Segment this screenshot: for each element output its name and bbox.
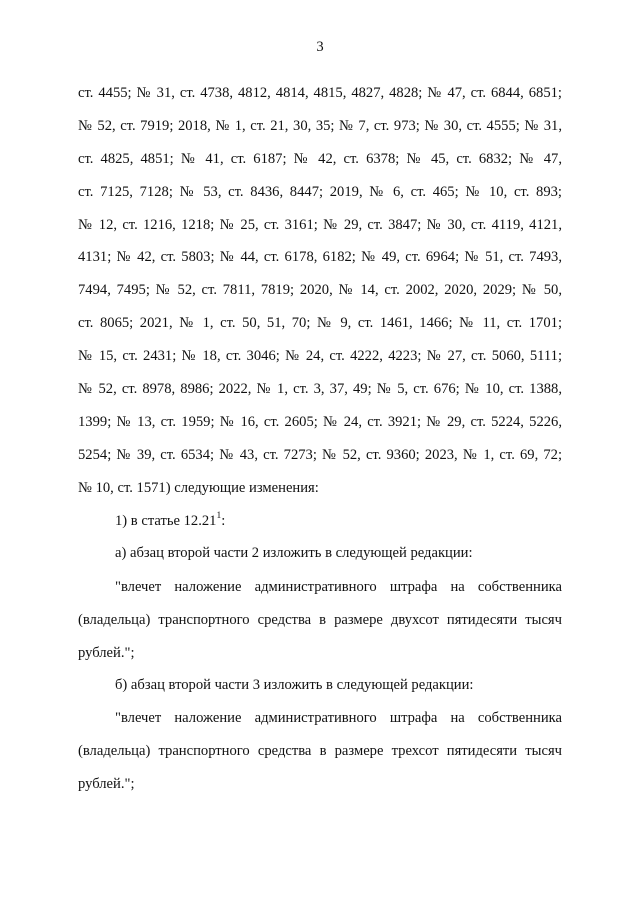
quote-b-line: (владельца) транспортного средства в размере трехсот пятидесяти тысяч [78, 742, 562, 759]
item-a-paragraph [115, 537, 473, 570]
citation-line: № 52, ст. 8978, 8986; 2022, № 1, ст. 3, 37, 49; № 5, ст. 676; № 10, ст. 1388, [78, 381, 562, 398]
item-1-superscript: 1 [216, 511, 222, 522]
citation-line: 5254; № 39, ст. 6534; № 43, ст. 7273; № 52, ст. 9360; 2023, № 1, ст. 69, 72; [78, 446, 562, 463]
quote-a-line: "влечет наложение административного штрафа на собственника [115, 579, 562, 595]
citation-line: 1399; № 13, ст. 1959; № 16, ст. 2605; № 24, ст. 3921; № 29, ст. 5224, 5226, [78, 413, 562, 430]
quote-b-paragraph [78, 702, 562, 801]
page-number: 3 [316, 39, 324, 55]
citation-line: 4131; № 42, ст. 5803; № 44, ст. 6178, 6182; № 49, ст. 6964; № 51, ст. 7493, [78, 249, 562, 266]
quote-b-line: "влечет наложение административного штрафа на собственника [115, 710, 562, 726]
citation-line: № 52, ст. 7919; 2018, № 1, ст. 21, 30, 35; № 7, ст. 973; № 30, ст. 4555; № 31, [78, 117, 562, 134]
item-a-text: а) абзац второй части 2 изложить в следующей редакции: [115, 545, 473, 561]
quote-b-line: рублей."; [78, 775, 135, 792]
quote-a-line: рублей."; [78, 644, 135, 661]
citation-paragraph [78, 77, 562, 505]
item-1-text: 1) в статье 12.21 [115, 513, 217, 529]
item-b-paragraph [115, 669, 473, 702]
quote-a-paragraph [78, 571, 562, 670]
citation-line: ст. 7125, 7128; № 53, ст. 8436, 8447; 2019, № 6, ст. 465; № 10, ст. 893; [78, 183, 562, 200]
item-1-paragraph [115, 505, 225, 538]
citation-line: № 10, ст. 1571) следующие изменения: [78, 479, 319, 496]
citation-line: ст. 8065; 2021, № 1, ст. 50, 51, 70; № 9, ст. 1461, 1466; № 11, ст. 1701; [78, 315, 562, 332]
item-1-suffix: : [221, 513, 226, 529]
citation-line: ст. 4455; № 31, ст. 4738, 4812, 4814, 4815, 4827, 4828; № 47, ст. 6844, 6851; [78, 85, 562, 101]
citation-line: 7494, 7495; № 52, ст. 7811, 7819; 2020, № 14, ст. 2002, 2020, 2029; № 50, [78, 282, 562, 299]
citation-line: № 12, ст. 1216, 1218; № 25, ст. 3161; № 29, ст. 3847; № 30, ст. 4119, 4121, [78, 216, 562, 233]
quote-a-line: (владельца) транспортного средства в размере двухсот пятидесяти тысяч [78, 611, 562, 628]
citation-line: ст. 4825, 4851; № 41, ст. 6187; № 42, ст. 6378; № 45, ст. 6832; № 47, [78, 150, 562, 167]
item-b-text: б) абзац второй части 3 изложить в следующей редакции: [115, 677, 474, 693]
citation-line: № 15, ст. 2431; № 18, ст. 3046; № 24, ст. 4222, 4223; № 27, ст. 5060, 5111; [78, 348, 562, 365]
